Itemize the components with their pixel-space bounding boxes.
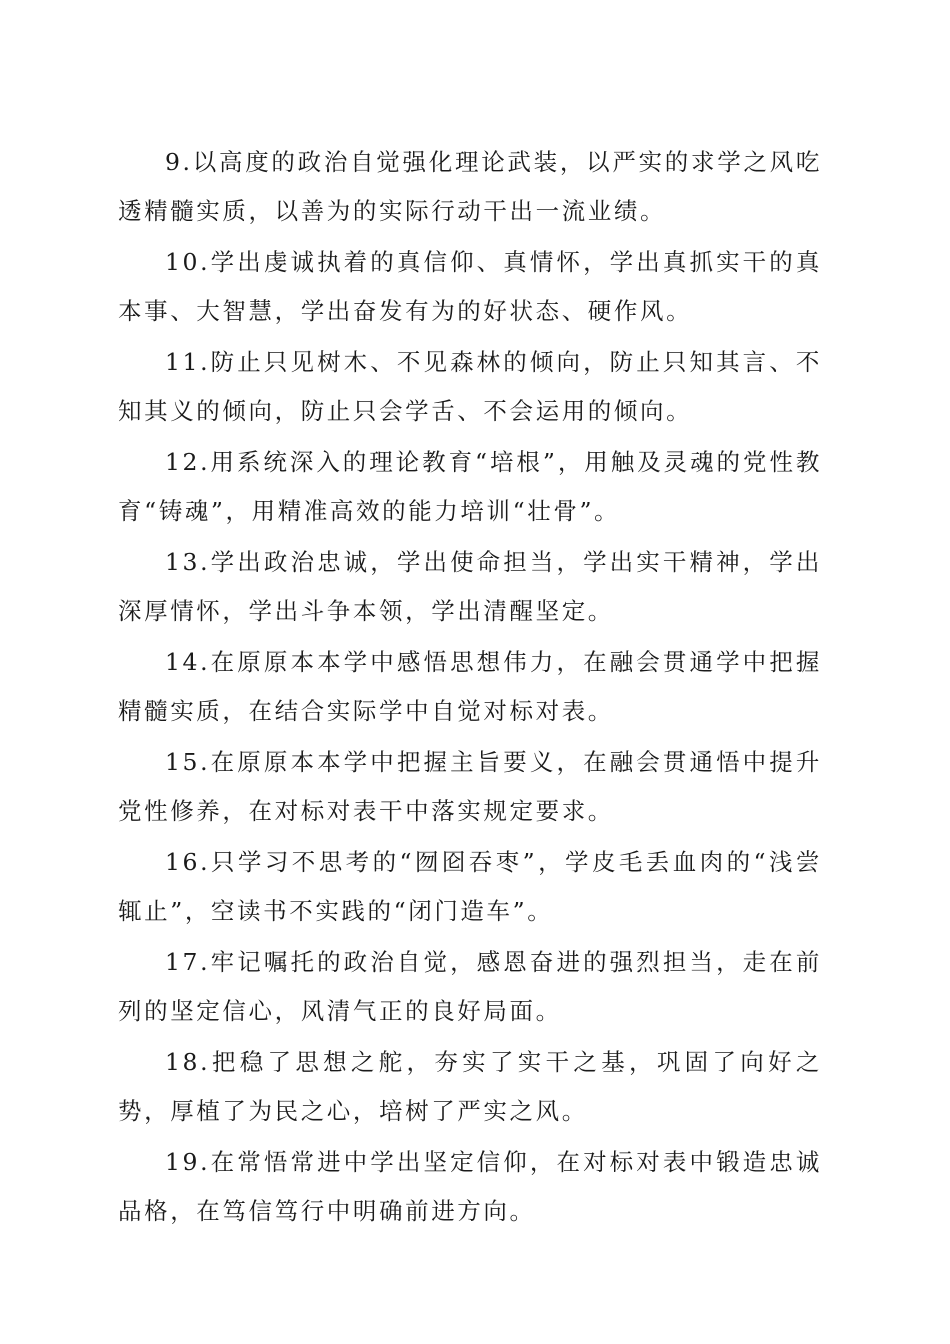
paragraph-15: 15.在原原本本学中把握主旨要义，在融会贯通悟中提升党性修养，在对标对表干中落实规定要求。 (118, 748, 822, 825)
paragraph-10: 10.学出虔诚执着的真信仰、真情怀，学出真抓实干的真本事、大智慧，学出奋发有为的好状态、硬作风。 (118, 248, 822, 325)
paragraph-11: 11.防止只见树木、不见森林的倾向，防止只知其言、不知其义的倾向，防止只会学舌、不会运用的倾向。 (118, 348, 822, 425)
paragraph-17: 17.牢记嘱托的政治自觉，感恩奋进的强烈担当，走在前列的坚定信心，风清气正的良好局面。 (118, 948, 822, 1025)
paragraph-14: 14.在原原本本学中感悟思想伟力，在融会贯通学中把握精髓实质，在结合实际学中自觉对标对表。 (118, 648, 822, 725)
paragraph-13: 13.学出政治忠诚，学出使命担当，学出实干精神，学出深厚情怀，学出斗争本领，学出清醒坚定。 (118, 548, 822, 625)
paragraph-16: 16.只学习不思考的“囫囵吞枣”，学皮毛丢血肉的“浅尝辄止”，空读书不实践的“闭门造车”。 (118, 848, 822, 925)
paragraph-18: 18.把稳了思想之舵，夯实了实干之基，巩固了向好之势，厚植了为民之心，培树了严实之风。 (118, 1048, 822, 1125)
paragraph-19: 19.在常悟常进中学出坚定信仰，在对标对表中锻造忠诚品格，在笃信笃行中明确前进方向。 (118, 1148, 822, 1225)
paragraph-9: 9.以高度的政治自觉强化理论武装，以严实的求学之风吃透精髓实质，以善为的实际行动干出一流业绩。 (118, 148, 822, 225)
paragraph-12: 12.用系统深入的理论教育“培根”，用触及灵魂的党性教育“铸魂”，用精准高效的能力培训“壮骨”。 (118, 448, 822, 525)
document-body (118, 138, 822, 1238)
